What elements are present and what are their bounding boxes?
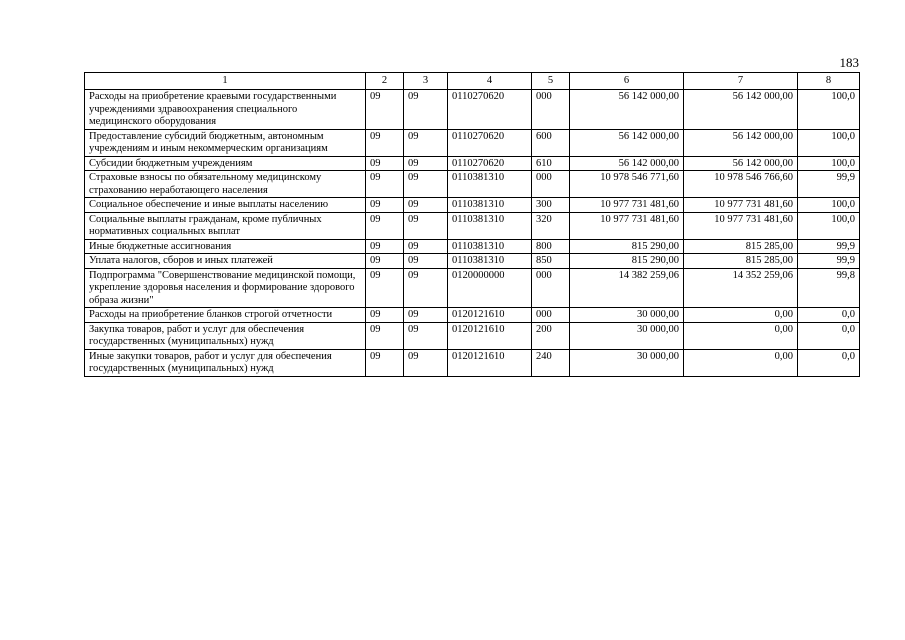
row-execution-percent: 0,0 [798, 308, 860, 323]
row-subsection: 09 [404, 268, 448, 308]
row-subsection: 09 [404, 322, 448, 349]
row-subsection: 09 [404, 349, 448, 376]
row-section: 09 [366, 322, 404, 349]
row-subsection: 09 [404, 308, 448, 323]
row-section: 09 [366, 212, 404, 239]
row-target-article: 0120121610 [448, 308, 532, 323]
row-expense-type: 300 [532, 198, 570, 213]
row-name: Предоставление субсидий бюджетным, автономным учреждениям и иным некоммерческим организациям [85, 129, 366, 156]
row-name: Уплата налогов, сборов и иных платежей [85, 254, 366, 269]
row-executed-amount: 56 142 000,00 [684, 156, 798, 171]
table-row [85, 156, 860, 171]
row-target-article: 0120000000 [448, 268, 532, 308]
page-number: 183 [839, 55, 859, 70]
row-target-article: 0110381310 [448, 212, 532, 239]
row-subsection: 09 [404, 156, 448, 171]
row-expense-type: 610 [532, 156, 570, 171]
table-row [85, 308, 860, 323]
row-execution-percent: 99,9 [798, 254, 860, 269]
table-row [85, 322, 860, 349]
table-row [85, 268, 860, 308]
row-expense-type: 320 [532, 212, 570, 239]
row-planned-amount: 30 000,00 [570, 308, 684, 323]
row-planned-amount: 10 977 731 481,60 [570, 198, 684, 213]
row-subsection: 09 [404, 239, 448, 254]
budget-table [84, 72, 860, 377]
row-planned-amount: 30 000,00 [570, 322, 684, 349]
row-section: 09 [366, 308, 404, 323]
row-subsection: 09 [404, 90, 448, 130]
row-planned-amount: 815 290,00 [570, 239, 684, 254]
row-name: Социальные выплаты гражданам, кроме публичных нормативных социальных выплат [85, 212, 366, 239]
table-row [85, 254, 860, 269]
row-planned-amount: 14 382 259,06 [570, 268, 684, 308]
row-section: 09 [366, 349, 404, 376]
row-section: 09 [366, 254, 404, 269]
row-target-article: 0110381310 [448, 254, 532, 269]
row-section: 09 [366, 129, 404, 156]
row-target-article: 0120121610 [448, 349, 532, 376]
table-row [85, 239, 860, 254]
row-planned-amount: 56 142 000,00 [570, 156, 684, 171]
row-execution-percent: 0,0 [798, 349, 860, 376]
table-row [85, 171, 860, 198]
row-section: 09 [366, 239, 404, 254]
table-row [85, 198, 860, 213]
row-execution-percent: 100,0 [798, 212, 860, 239]
row-section: 09 [366, 198, 404, 213]
row-target-article: 0110381310 [448, 198, 532, 213]
row-execution-percent: 100,0 [798, 90, 860, 130]
row-subsection: 09 [404, 198, 448, 213]
header-col-6: 6 [570, 73, 684, 90]
row-expense-type: 600 [532, 129, 570, 156]
row-subsection: 09 [404, 212, 448, 239]
table-row [85, 349, 860, 376]
row-executed-amount: 0,00 [684, 322, 798, 349]
row-planned-amount: 56 142 000,00 [570, 129, 684, 156]
row-executed-amount: 815 285,00 [684, 239, 798, 254]
row-name: Расходы на приобретение бланков строгой отчетности [85, 308, 366, 323]
row-execution-percent: 99,8 [798, 268, 860, 308]
table-row [85, 90, 860, 130]
row-name: Закупка товаров, работ и услуг для обеспечения государственных (муниципальных) нужд [85, 322, 366, 349]
row-target-article: 0110381310 [448, 239, 532, 254]
row-target-article: 0110270620 [448, 129, 532, 156]
row-target-article: 0120121610 [448, 322, 532, 349]
row-name: Расходы на приобретение краевыми государственными учреждениями здравоохранения специального медицинского оборудования [85, 90, 366, 130]
row-execution-percent: 99,9 [798, 239, 860, 254]
table-row [85, 129, 860, 156]
row-expense-type: 200 [532, 322, 570, 349]
row-expense-type: 000 [532, 90, 570, 130]
header-col-1: 1 [85, 73, 366, 90]
row-section: 09 [366, 171, 404, 198]
row-expense-type: 000 [532, 171, 570, 198]
row-target-article: 0110270620 [448, 156, 532, 171]
row-executed-amount: 56 142 000,00 [684, 90, 798, 130]
row-target-article: 0110270620 [448, 90, 532, 130]
row-expense-type: 850 [532, 254, 570, 269]
row-name: Социальное обеспечение и иные выплаты населению [85, 198, 366, 213]
table-body [85, 90, 860, 377]
row-subsection: 09 [404, 254, 448, 269]
row-expense-type: 800 [532, 239, 570, 254]
row-expense-type: 240 [532, 349, 570, 376]
row-planned-amount: 815 290,00 [570, 254, 684, 269]
row-section: 09 [366, 156, 404, 171]
row-executed-amount: 56 142 000,00 [684, 129, 798, 156]
row-planned-amount: 56 142 000,00 [570, 90, 684, 130]
row-expense-type: 000 [532, 268, 570, 308]
row-planned-amount: 30 000,00 [570, 349, 684, 376]
row-executed-amount: 10 977 731 481,60 [684, 198, 798, 213]
header-col-5: 5 [532, 73, 570, 90]
row-executed-amount: 0,00 [684, 308, 798, 323]
row-executed-amount: 815 285,00 [684, 254, 798, 269]
row-section: 09 [366, 268, 404, 308]
row-expense-type: 000 [532, 308, 570, 323]
header-col-2: 2 [366, 73, 404, 90]
header-col-4: 4 [448, 73, 532, 90]
row-executed-amount: 14 352 259,06 [684, 268, 798, 308]
table-header-row [85, 73, 860, 90]
row-execution-percent: 0,0 [798, 322, 860, 349]
row-subsection: 09 [404, 171, 448, 198]
row-planned-amount: 10 977 731 481,60 [570, 212, 684, 239]
header-col-3: 3 [404, 73, 448, 90]
row-target-article: 0110381310 [448, 171, 532, 198]
header-col-8: 8 [798, 73, 860, 90]
row-execution-percent: 99,9 [798, 171, 860, 198]
table-row [85, 212, 860, 239]
row-name: Страховые взносы по обязательному медицинскому страхованию неработающего населения [85, 171, 366, 198]
row-execution-percent: 100,0 [798, 156, 860, 171]
row-section: 09 [366, 90, 404, 130]
row-execution-percent: 100,0 [798, 198, 860, 213]
row-name: Субсидии бюджетным учреждениям [85, 156, 366, 171]
row-executed-amount: 10 977 731 481,60 [684, 212, 798, 239]
row-subsection: 09 [404, 129, 448, 156]
row-executed-amount: 10 978 546 766,60 [684, 171, 798, 198]
header-col-7: 7 [684, 73, 798, 90]
row-planned-amount: 10 978 546 771,60 [570, 171, 684, 198]
row-name: Подпрограмма "Совершенствование медицинской помощи, укрепление здоровья населения и формирование здорового образа жизни" [85, 268, 366, 308]
row-executed-amount: 0,00 [684, 349, 798, 376]
row-name: Иные закупки товаров, работ и услуг для обеспечения государственных (муниципальных) нужд [85, 349, 366, 376]
row-name: Иные бюджетные ассигнования [85, 239, 366, 254]
row-execution-percent: 100,0 [798, 129, 860, 156]
